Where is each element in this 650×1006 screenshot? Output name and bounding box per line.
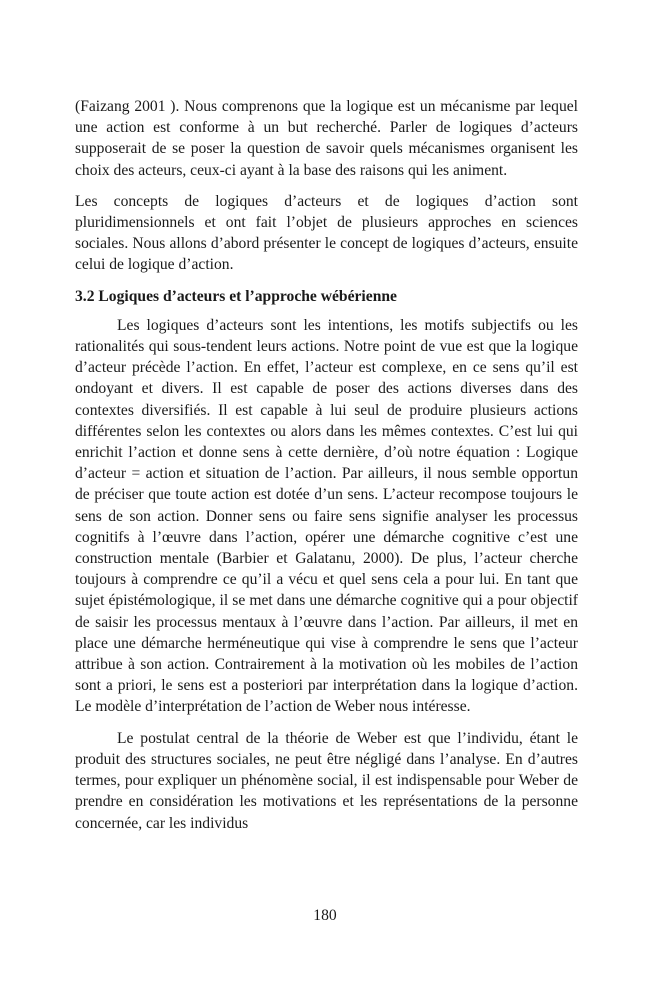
paragraph-3: Les logiques d’acteurs sont les intentions, les motifs subjectifs ou les rationalités qui sous-tendent leurs actions. Notre point de vue est que la logique d’acteur précède l’action. En effet, l’acteur est complexe, en ce sens qu’il est ondoyant et divers. Il est capable de poser des actions diverses dans des contextes diversifiés. Il est capable à lui seul de produire plusieurs actions différentes selon les contextes ou alors dans les mêmes contextes. C’est lui qui enrichit l’action et donne sens à cette dernière, d’où notre équation : Logique d’acteur = action et situation de l’action. Par ailleurs, il nous semble opportun de préciser que toute action est dotée d’un sens. L’acteur recompose toujours le sens de son action. Donner sens ou faire sens signifie analyser les processus cognitifs à l’œuvre dans l’action, opérer une démarche cognitive c’est une construction mentale (Barbier et Galatanu, 2000). De plus, l’acteur cherche toujours à comprendre ce qu’il a vécu et quel sens cela a pour lui. En tant que sujet épistémologique, il se met dans une démarche cognitive qui a pour objectif de saisir les processus mentaux à l’œuvre dans l’action. Par ailleurs, il met en place une démarche herméneutique qui vise à comprendre le sens que l’acteur attribue à son action. Contrairement à la motivation où les mobiles de l’action sont a priori, le sens est a posteriori par interprétation dans la logique d’action. Le modèle d’interprétation de l’action de Weber nous intéresse.	[75, 316, 578, 716]
paragraph-4: Le postulat central de la théorie de Weber est que l’individu, étant le produit des structures sociales, ne peut être négligé dans l’analyse. En d’autres termes, pour expliquer un phénomène social, il est indispensable pour Weber de prendre en considération les motivations et les représentations de la personne concernée, car les individus	[75, 729, 578, 832]
page-body	[75, 96, 578, 834]
paragraph-2: Les concepts de logiques d’acteurs et de logiques d’action sont pluridimensionnels et ont fait l’objet de plusieurs approches en sciences sociales. Nous allons d’abord présenter le concept de logiques d’acteurs, ensuite celui de logique d’action.	[75, 192, 578, 274]
page-number: 180	[313, 907, 337, 924]
paragraph-1: (Faizang 2001 ). Nous comprenons que la logique est un mécanisme par lequel une action est conforme à un but recherché. Parler de logiques d’acteurs supposerait de se poser la question de savoir quels mécanismes organisent les choix des acteurs, ceux-ci ayant à la base des raisons qui les animent.	[75, 98, 578, 179]
section-heading: 3.2 Logiques d’acteurs et l’approche wébérienne	[75, 287, 397, 305]
